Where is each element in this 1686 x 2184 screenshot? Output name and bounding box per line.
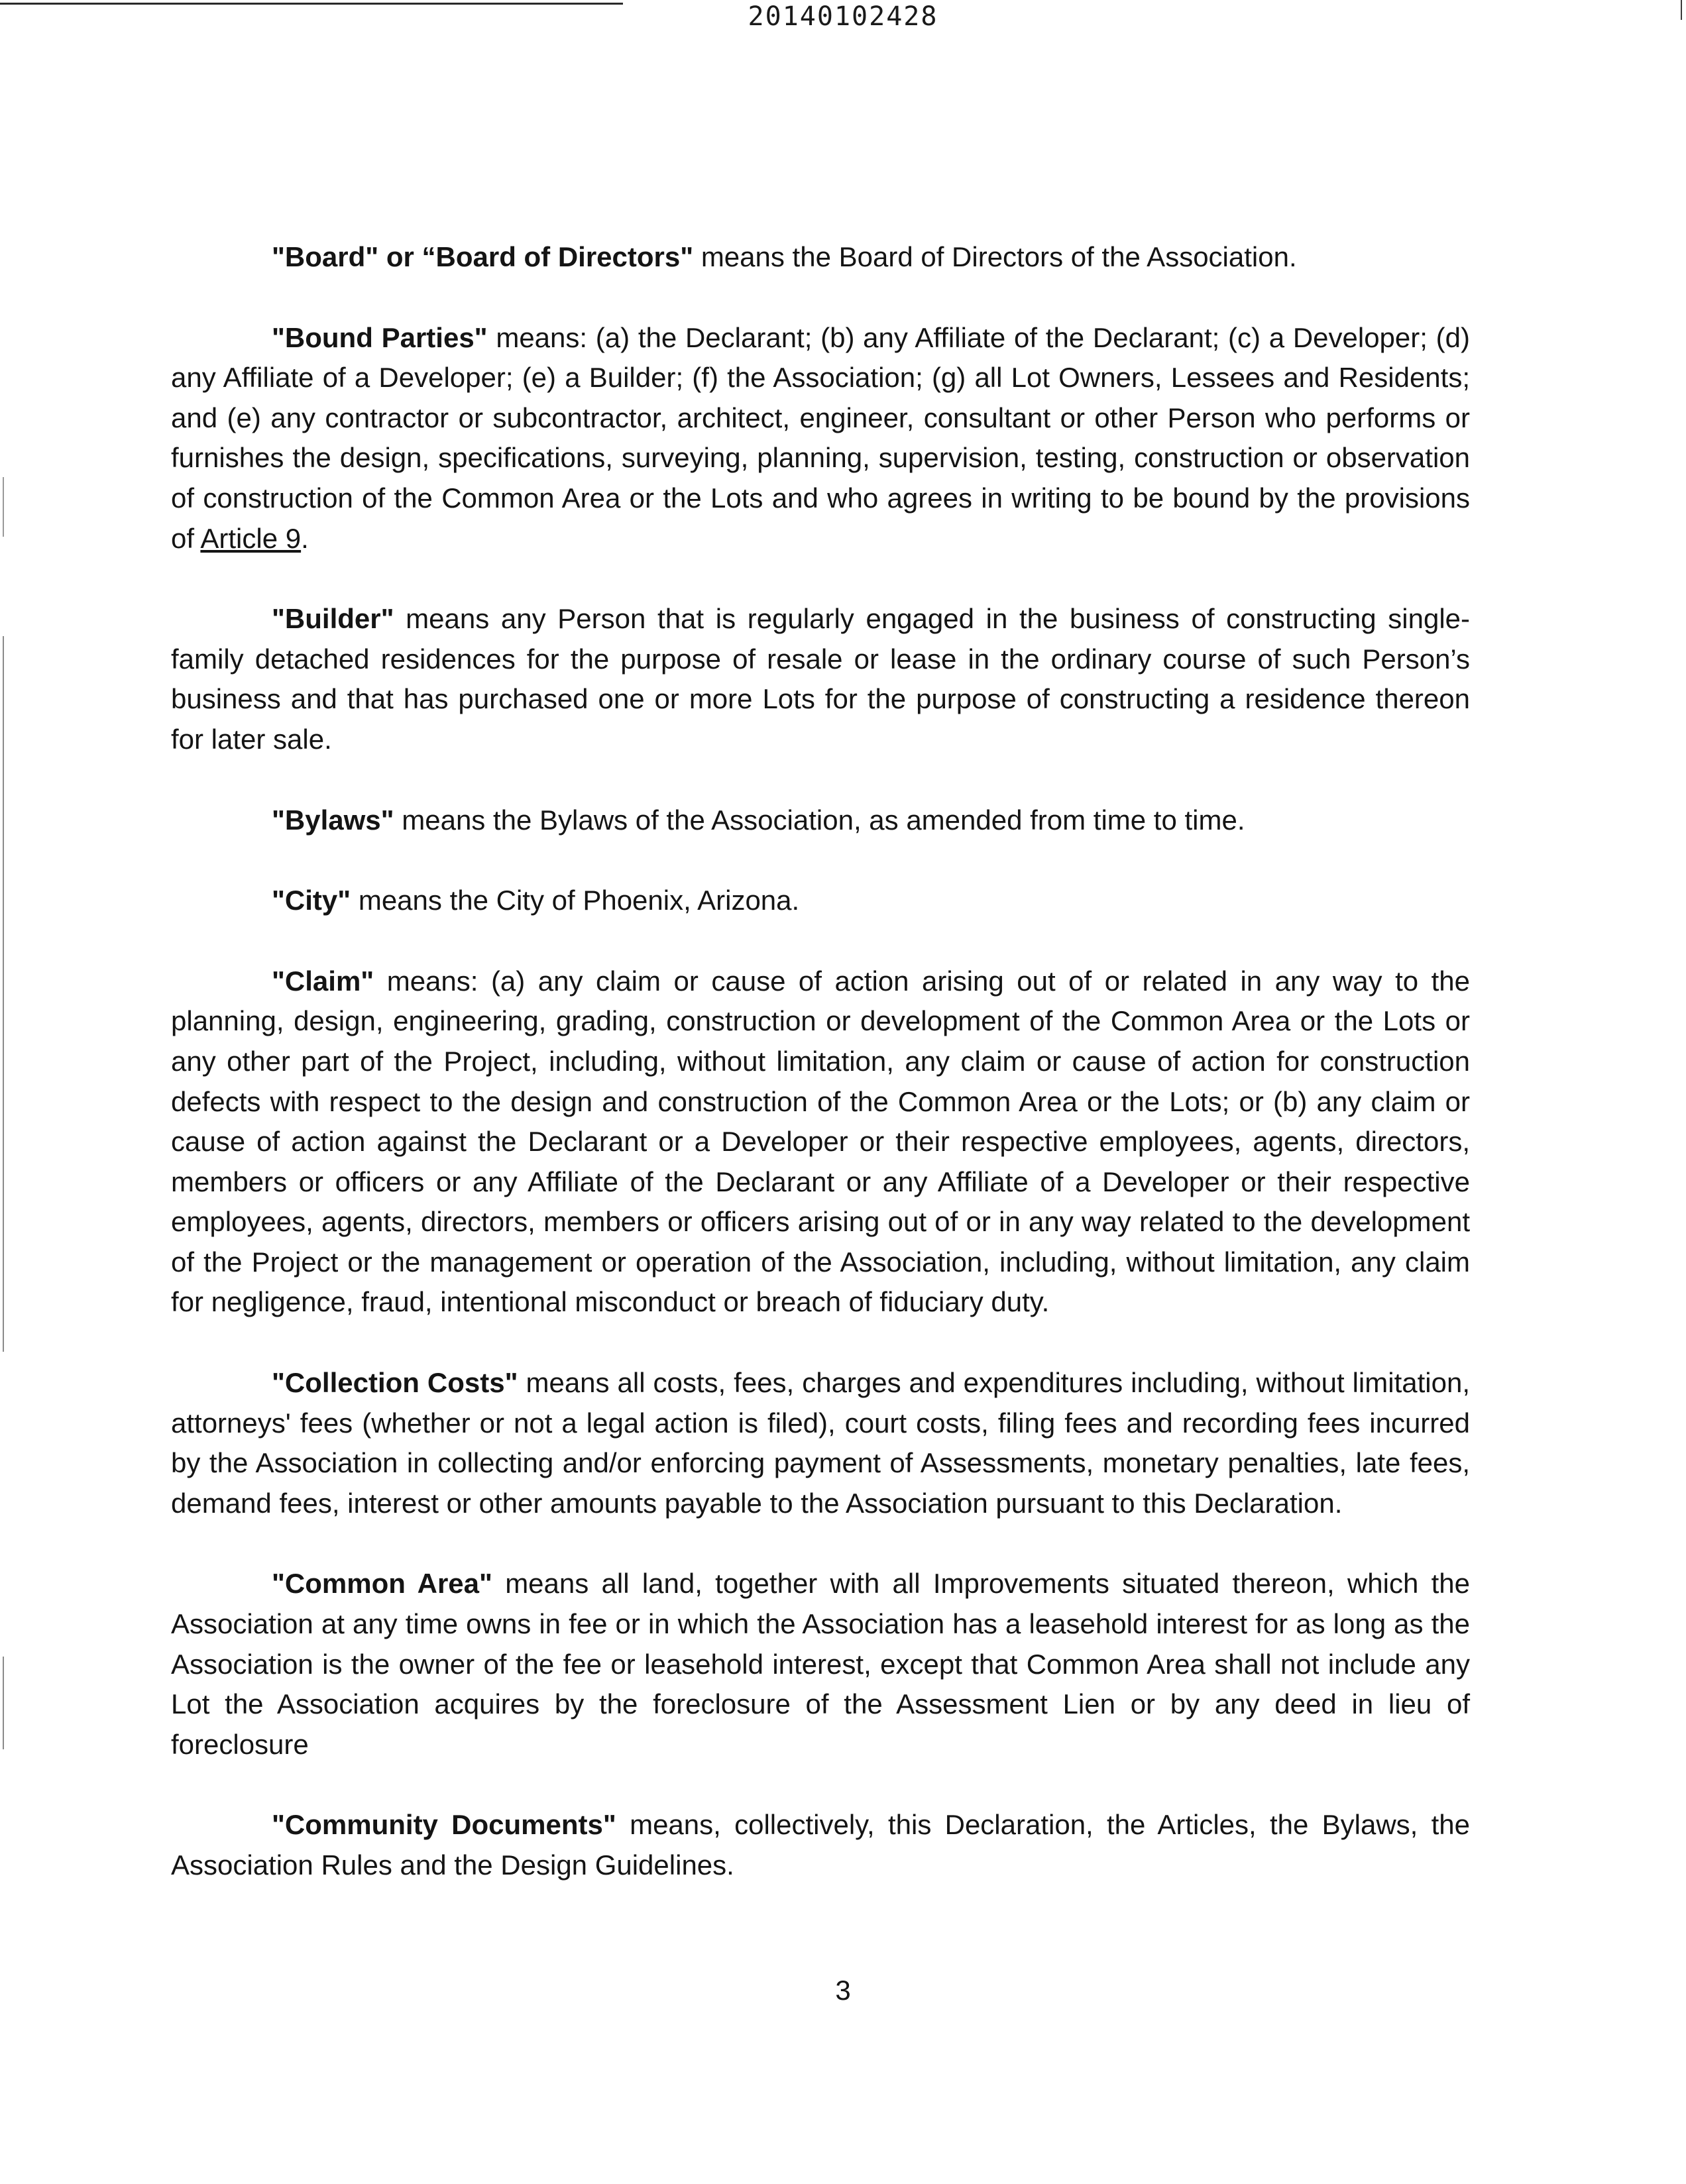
definition-common-area: [171, 1564, 1470, 1765]
definition-text: means the Board of Directors of the Association.: [693, 241, 1297, 272]
page-number: 3: [835, 1975, 851, 2006]
definition-bylaws: [171, 800, 1470, 841]
definition-text: means the City of Phoenix, Arizona.: [351, 885, 800, 916]
scan-mark: [3, 636, 4, 1352]
definition-text: means: (a) any claim or cause of action arising out of or related in any way to the planning, design, engineering, grading, construction or development of the Common Area or the Lots or any other part of the Project, including, without limitation, any claim or cause of action for construction defects with respect to the design and construction of the Common Area or the Lots; or (b) any claim or cause of action against the Declarant or a Developer or their respective employees, agents, directors, members or officers or any Affiliate of the Declarant or any Affiliate of a Developer or their respective employees, agents, directors, members or officers arising out of or in any way related to the development of the Project or the management or operation of the Association, including, without limitation, any claim for negligence, fraud, intentional misconduct or breach of fiduciary duty.: [171, 965, 1470, 1318]
defined-term: "Bylaws": [272, 804, 394, 836]
definition-builder: [171, 599, 1470, 759]
definition-text: means all costs, fees, charges and expenditures including, without limitation, attorneys' fees (whether or not a legal action is filed), court costs, filing fees and recording fees incurred by the Association in collecting and/or enforcing payment of Assessments, monetary penalties, late fees, demand fees, interest or other amounts payable to the Association pursuant to this Declaration.: [171, 1367, 1470, 1519]
scan-mark: [1681, 0, 1682, 20]
defined-term: "Bound Parties": [272, 321, 488, 353]
definition-text: means, collectively, this Declaration, the Articles, the Bylaws, the Association Rules and the Design Guidelines.: [171, 1809, 1470, 1881]
definitions-body: [171, 237, 1470, 1886]
scan-mark: [3, 1657, 4, 1749]
definition-text: means: (a) the Declarant; (b) any Affiliate of the Declarant; (c) a Developer; (d) any Affiliate of a Developer; (e) a Builder; (f) the Association; (g) all Lot Owners, Lessees and Residents; and (e) any contractor or subcontractor, architect, engineer, consultant or other Person who performs or furnishes the design, specifications, surveying, planning, supervision, testing, construction or observation of construction of the Common Area or the Lots and who agrees in writing to be bound by the provisions of: [171, 321, 1470, 554]
defined-term: "Collection Costs": [272, 1367, 518, 1399]
definition-community-documents: [171, 1805, 1470, 1885]
article-reference: Article 9: [200, 522, 302, 554]
defined-term: "Builder": [272, 603, 394, 635]
scan-mark: [3, 477, 4, 537]
defined-term: "Board" or “Board of Directors": [272, 241, 694, 272]
defined-term: "Common Area": [272, 1568, 492, 1600]
defined-term: "Claim": [272, 965, 374, 997]
definition-city: [171, 881, 1470, 921]
definition-text: means all land, together with all Improvements situated thereon, which the Association at any time owns in fee or in which the Association has a leasehold interest for as long as the Association is the owner of the fee or leasehold interest, except that Common Area shall not include any Lot the Association acquires by the foreclosure of the Assessment Lien or by any deed in lieu of foreclosure: [171, 1568, 1470, 1760]
defined-term: "Community Documents": [272, 1809, 616, 1841]
definition-collection-costs: [171, 1363, 1470, 1523]
definition-bound-parties: [171, 318, 1470, 559]
definition-tail: .: [301, 522, 309, 554]
definition-text: means the Bylaws of the Association, as amended from time to time.: [394, 804, 1245, 836]
definition-claim: [171, 961, 1470, 1323]
definition-board: [171, 237, 1470, 278]
defined-term: "City": [272, 885, 351, 916]
definition-text: means any Person that is regularly engaged in the business of constructing single-family detached residences for the purpose of resale or lease in the ordinary course of such Person’s business and that has purchased one or more Lots for the purpose of constructing a residence thereon for later sale.: [171, 603, 1470, 755]
document-number: 20140102428: [748, 1, 938, 32]
